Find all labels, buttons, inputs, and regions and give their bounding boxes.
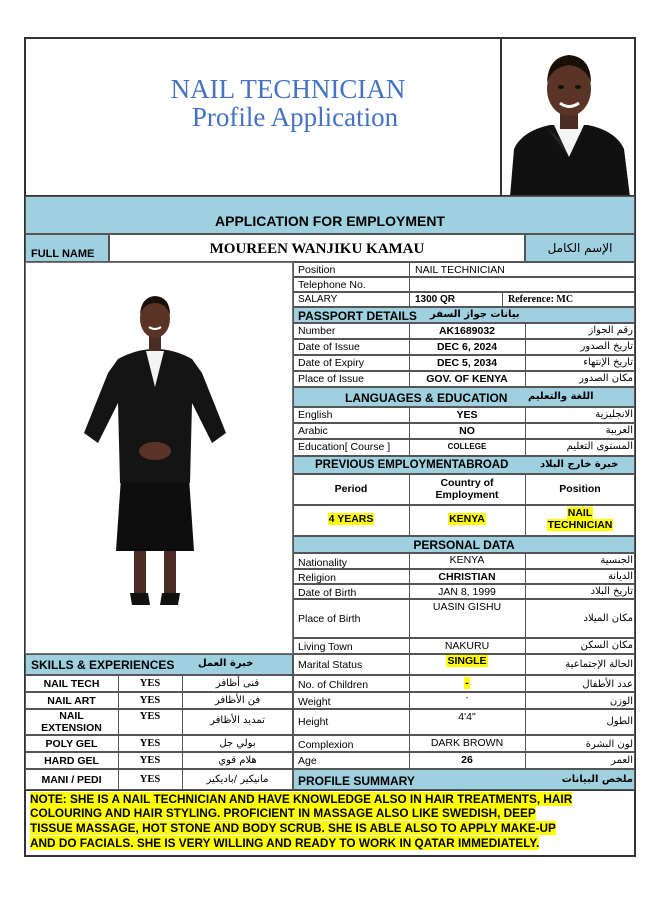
salary-label: SALARY <box>298 294 338 305</box>
summary-text-4: AND DO FACIALS. SHE IS VERY WILLING AND READY TO WORK IN QATAR IMMEDIATELY. <box>30 836 540 850</box>
complexion-value: DARK BROWN <box>430 737 504 749</box>
skills-col-divider-2 <box>182 675 183 790</box>
skill-value: YES <box>139 774 161 785</box>
employment-heading-ar: خبرة خارج البلاد <box>540 459 619 470</box>
personal-col-divider-2 <box>525 553 526 769</box>
marital-ar: الحالة الإجتماعية <box>565 659 633 670</box>
english-label: English <box>298 409 333 421</box>
languages-col-divider-2 <box>525 407 526 456</box>
employment-period-text: 4 YEARS <box>328 513 374 525</box>
employment-country <box>409 514 525 525</box>
employment-country-text: KENYA <box>449 513 485 525</box>
religion-value: CHRISTIAN <box>438 571 496 583</box>
skill-name: NAIL TECH <box>43 678 100 690</box>
children-value-text: - <box>465 677 469 689</box>
col-country-1: Country of <box>440 477 494 489</box>
col-period: Period <box>334 483 368 495</box>
summary-text-1: NOTE: SHE IS A NAIL TECHNICIAN AND HAVE KNOWLEDGE ALSO IN HAIR TREATMENTS, HAIR <box>30 792 573 806</box>
headshot-photo <box>501 38 635 196</box>
town-value: NAKURU <box>444 640 490 652</box>
education-ar: المستوى التعليم <box>566 441 633 452</box>
nationality-value: KENYA <box>449 554 485 566</box>
passport-issue-value: DEC 6, 2024 <box>436 341 498 353</box>
skill-value: YES <box>139 738 161 749</box>
skills-col-divider-1 <box>118 675 119 790</box>
personal-heading: PERSONAL DATA <box>413 538 515 552</box>
full-name-value: MOUREEN WANJIKU KAMAU <box>209 241 425 257</box>
summary-line-4 <box>30 838 539 850</box>
headshot-figure <box>502 39 635 196</box>
title-line-1: NAIL TECHNICIAN <box>170 74 406 104</box>
passport-heading: PASSPORT DETAILS <box>298 309 417 323</box>
skill-value: YES <box>139 695 161 706</box>
skill-ar: بولي جل <box>219 738 256 749</box>
arabic-label: Arabic <box>298 425 328 437</box>
skill-value: YES <box>139 755 161 766</box>
religion-ar: الديانة <box>607 571 633 582</box>
skill-name: NAIL ART <box>47 695 96 707</box>
town-label: Living Town <box>298 641 353 653</box>
passport-issue-ar: تاريخ الصدور <box>580 341 633 352</box>
nationality-ar: الجنسية <box>600 555 633 566</box>
dob-ar: تاريخ البلاد <box>590 586 633 597</box>
height-ar: الطول <box>606 716 633 727</box>
languages-heading: LANGUAGES & EDUCATION <box>345 391 508 405</box>
full-body-figure <box>26 263 293 654</box>
weight-value: - <box>465 693 469 702</box>
employment-position-text-1: NAIL <box>567 507 593 519</box>
title-line-2: Profile Application <box>191 102 399 132</box>
employment-period <box>293 514 409 525</box>
employment-position-1 <box>525 508 635 519</box>
passport-number-label: Number <box>298 325 336 337</box>
passport-number-value: AK1689032 <box>438 325 496 337</box>
children-ar: عدد الأطفال <box>582 679 633 690</box>
summary-heading-ar: ملخص البيانات <box>561 774 633 785</box>
skill-ar: هلام قوي <box>218 755 257 766</box>
salary-value: 1300 QR <box>415 294 456 305</box>
summary-line-3 <box>30 823 556 835</box>
employment-col-divider-1 <box>409 474 410 536</box>
col-position: Position <box>559 483 601 495</box>
weight-ar: الوزن <box>609 696 633 707</box>
full-name-label: FULL NAME <box>31 248 95 260</box>
full-name-ar: الإسم الكامل <box>547 241 613 255</box>
banner-text: APPLICATION FOR EMPLOYMENT <box>215 213 445 229</box>
telephone-label: Telephone No. <box>298 279 366 291</box>
passport-heading-ar: بيانات جواز السفر <box>430 309 520 320</box>
employment-position-2 <box>525 520 635 531</box>
complexion-label: Complexion <box>298 739 354 751</box>
passport-expiry-label: Date of Expiry <box>298 357 364 369</box>
personal-col-divider-1 <box>409 553 410 769</box>
children-value <box>409 678 525 689</box>
employment-col-divider-2 <box>525 474 526 536</box>
education-value: COLLEGE <box>447 442 487 451</box>
passport-expiry-ar: تاريخ الإنتهاء <box>583 357 633 368</box>
employment-position-text-2: TECHNICIAN <box>547 519 613 531</box>
skills-heading-ar: خبرة العمل <box>198 658 254 669</box>
skills-heading: SKILLS & EXPERIENCES <box>31 658 175 672</box>
full-body-photo <box>25 262 293 654</box>
skill-name: HARD GEL <box>44 755 99 767</box>
passport-place-ar: مكان الصدور <box>579 373 633 384</box>
marital-value-text: SINGLE <box>447 655 487 667</box>
passport-issue-label: Date of Issue <box>298 341 360 353</box>
children-label: No. of Children <box>298 679 369 691</box>
pob-value: UASIN GISHU <box>432 601 502 613</box>
marital-label: Marital Status <box>298 659 363 671</box>
summary-heading: PROFILE SUMMARY <box>298 774 415 788</box>
skill-ar: مانيكير /باديكير <box>206 774 269 785</box>
passport-col-divider-2 <box>525 323 526 387</box>
religion-label: Religion <box>298 572 336 584</box>
summary-line-2 <box>30 808 536 820</box>
position-value: NAIL TECHNICIAN <box>415 264 505 276</box>
pob-label: Place of Birth <box>298 613 361 625</box>
skill-name-line-2: EXTENSION <box>41 722 102 734</box>
english-value: YES <box>456 409 478 421</box>
skill-ar: فن الأظافر <box>214 695 261 706</box>
skill-name-line-1: NAIL <box>59 710 84 722</box>
age-ar: العمر <box>611 755 633 766</box>
col-country-2: Employment <box>435 489 499 501</box>
skill-ar: تمديد الأظافر <box>210 715 265 726</box>
height-label: Height <box>298 716 329 728</box>
dob-label: Date of Birth <box>298 587 357 599</box>
nationality-label: Nationality <box>298 557 348 569</box>
reference-value: Reference: MC <box>508 294 574 305</box>
salary-row <box>293 292 635 307</box>
marital-value <box>409 656 525 667</box>
passport-col-divider-1 <box>409 323 410 387</box>
arabic-value: NO <box>459 425 475 437</box>
complexion-ar: لون البشرة <box>585 739 633 750</box>
passport-place-label: Place of Issue <box>298 373 364 385</box>
pob-ar: مكان الميلاد <box>583 613 633 624</box>
education-label: Education[ Course ] <box>298 441 391 453</box>
position-label: Position <box>298 264 336 276</box>
skill-ar: فنى أظافر <box>215 678 260 689</box>
skill-value: YES <box>139 678 161 689</box>
employment-heading: PREVIOUS EMPLOYMENTABROAD <box>315 459 509 471</box>
arabic-ar: العربية <box>605 425 633 436</box>
languages-col-divider-1 <box>409 407 410 456</box>
english-ar: الانجليزية <box>595 409 633 420</box>
weight-label: Weight <box>298 696 331 708</box>
reference-divider <box>502 292 503 307</box>
languages-heading-ar: اللغة والتعليم <box>528 391 594 402</box>
summary-text-2: COLOURING AND HAIR STYLING. PROFICIENT IN MASSAGE ALSO LIKE SWEDISH, DEEP <box>30 806 536 820</box>
skill-name: MANI / PEDI <box>41 774 102 786</box>
summary-line-1 <box>30 794 572 806</box>
age-value: 26 <box>461 754 473 766</box>
summary-text-3: TISSUE MASSAGE, HOT STONE AND BODY SCRUB. SHE IS ABLE ALSO TO APPLY MAKE-UP <box>30 821 556 835</box>
skill-name: POLY GEL <box>45 738 98 750</box>
passport-place-value: GOV. OF KENYA <box>426 373 508 385</box>
town-ar: مكان السكن <box>580 640 633 651</box>
passport-expiry-value: DEC 5, 2034 <box>436 357 498 369</box>
age-label: Age <box>298 755 317 767</box>
skill-value: YES <box>139 711 161 722</box>
dob-value: JAN 8, 1999 <box>438 586 496 598</box>
height-value: 4'4" <box>458 711 476 723</box>
passport-number-ar: رقم الجواز <box>588 325 633 336</box>
